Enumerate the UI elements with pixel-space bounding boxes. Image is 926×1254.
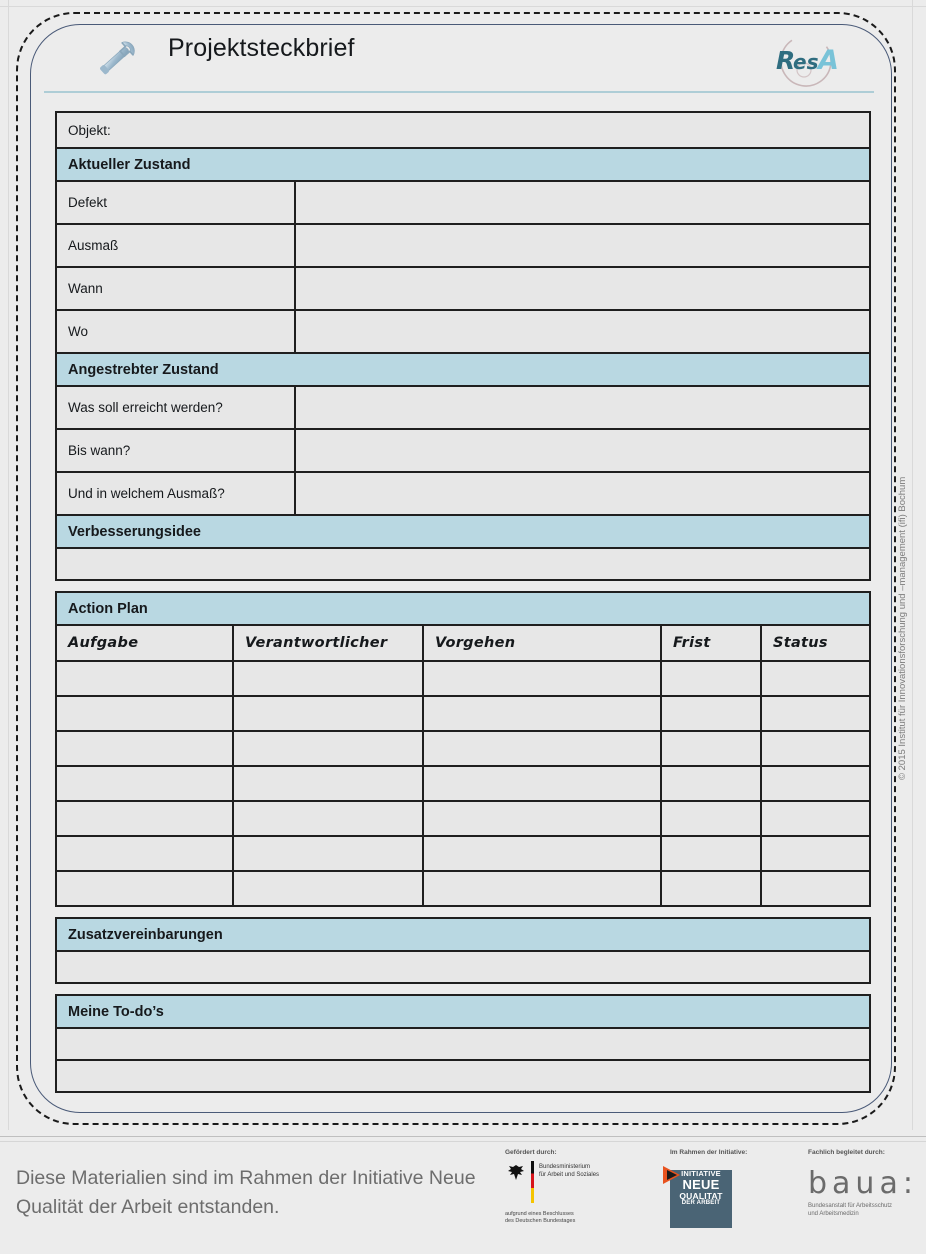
table-cell-vorgehen[interactable] xyxy=(424,732,662,765)
field-label: Und in welchem Ausmaß? xyxy=(57,473,296,514)
section-gap xyxy=(55,581,871,591)
project-profile-form xyxy=(55,111,871,1093)
field-input-bis-wann[interactable] xyxy=(296,430,869,471)
inqa-logo xyxy=(670,1170,732,1228)
field-input-todo-1[interactable] xyxy=(57,1029,869,1059)
table-cell-aufgabe[interactable] xyxy=(57,662,234,695)
document-header xyxy=(60,30,860,96)
row-was-soll-erreicht-werden xyxy=(55,385,871,428)
field-input-wann[interactable] xyxy=(296,268,869,309)
baua-wordmark: baua: xyxy=(808,1166,918,1201)
table-cell-status[interactable] xyxy=(762,732,869,765)
baua-sub-line2: und Arbeitsmedizin xyxy=(808,1211,859,1217)
table-cell-status[interactable] xyxy=(762,872,869,905)
section-heading-label: Verbesserungsidee xyxy=(57,516,869,547)
row-ausmass xyxy=(55,223,871,266)
section-heading-label: Aktueller Zustand xyxy=(57,149,869,180)
svg-text:es: es xyxy=(793,50,819,74)
footer-note: Diese Materialien sind im Rahmen der Initiative Neue Qualität der Arbeit entstanden. xyxy=(16,1167,476,1218)
field-input-zusatzvereinbarungen[interactable] xyxy=(57,952,869,982)
field-label: Bis wann? xyxy=(57,430,296,471)
section-heading-label: Angestrebter Zustand xyxy=(57,354,869,385)
objekt-label: Objekt: xyxy=(57,113,869,147)
table-cell-vorgehen[interactable] xyxy=(424,767,662,800)
table-cell-aufgabe[interactable] xyxy=(57,872,234,905)
row-todo-1 xyxy=(55,1027,871,1059)
section-heading-verbesserungsidee xyxy=(55,514,871,547)
table-cell-vorgehen[interactable] xyxy=(424,837,662,870)
bmas-label: Gefördert durch: xyxy=(505,1149,557,1156)
table-cell-vorgehen[interactable] xyxy=(424,872,662,905)
column-header-verantwortlicher xyxy=(234,626,424,660)
table-cell-status[interactable] xyxy=(762,837,869,870)
column-header-label: Vorgehen xyxy=(435,635,516,651)
table-cell-aufgabe[interactable] xyxy=(57,837,234,870)
field-label: Wo xyxy=(57,311,296,352)
table-cell-verantwortlicher[interactable] xyxy=(234,802,424,835)
section-heading-label: Action Plan xyxy=(57,593,869,624)
table-cell-frist[interactable] xyxy=(662,837,762,870)
baua-label: Fachlich begleitet durch: xyxy=(808,1149,885,1156)
field-input-wo[interactable] xyxy=(296,311,869,352)
table-cell-aufgabe[interactable] xyxy=(57,802,234,835)
resa-logo xyxy=(760,30,860,90)
table-cell-verantwortlicher[interactable] xyxy=(234,732,424,765)
footer-divider-top xyxy=(0,1136,926,1137)
table-cell-verantwortlicher[interactable] xyxy=(234,872,424,905)
vertical-copyright xyxy=(897,20,908,780)
vertical-copyright-label: © 2015 Institut für Innovationsforschung und –management (ifi) Bochum xyxy=(897,476,908,780)
page-edge-left xyxy=(8,0,9,1130)
federal-eagle-icon xyxy=(505,1163,527,1183)
table-row xyxy=(55,730,871,765)
table-cell-status[interactable] xyxy=(762,662,869,695)
table-cell-verantwortlicher[interactable] xyxy=(234,767,424,800)
footer-column-bmas xyxy=(505,1149,617,1225)
page-title: Projektsteckbrief xyxy=(168,34,355,62)
action-plan-body xyxy=(55,660,871,907)
table-cell-verantwortlicher[interactable] xyxy=(234,837,424,870)
column-header-frist xyxy=(662,626,762,660)
table-cell-vorgehen[interactable] xyxy=(424,802,662,835)
row-objekt xyxy=(55,111,871,147)
field-label: Wann xyxy=(57,268,296,309)
table-row xyxy=(55,835,871,870)
action-plan-header-row xyxy=(55,624,871,660)
table-cell-frist[interactable] xyxy=(662,662,762,695)
bmas-sub-line2: des Deutschen Bundestages xyxy=(505,1218,576,1224)
bmas-logo xyxy=(505,1161,617,1203)
wrench-icon xyxy=(88,34,144,86)
table-cell-vorgehen[interactable] xyxy=(424,662,662,695)
column-header-label: Status xyxy=(773,635,828,651)
section-heading-action-plan xyxy=(55,591,871,624)
section-heading-aktueller-zustand xyxy=(55,147,871,180)
field-input-und-in-welchem-ausmass[interactable] xyxy=(296,473,869,514)
table-cell-frist[interactable] xyxy=(662,872,762,905)
column-header-label: Aufgabe xyxy=(68,635,139,651)
field-input-was-soll-erreicht-werden[interactable] xyxy=(296,387,869,428)
row-zusatzvereinbarungen-input xyxy=(55,950,871,984)
page-footer xyxy=(0,1142,926,1254)
section-heading-meine-todos xyxy=(55,994,871,1027)
table-cell-frist[interactable] xyxy=(662,802,762,835)
page-edge-right xyxy=(912,0,913,1130)
section-gap xyxy=(55,907,871,917)
inqa-line-1: INITIATIVE xyxy=(681,1169,721,1178)
table-cell-vorgehen[interactable] xyxy=(424,697,662,730)
inqa-line-2: NEUE xyxy=(682,1176,720,1192)
column-header-vorgehen xyxy=(424,626,662,660)
row-todo-2 xyxy=(55,1059,871,1093)
table-row xyxy=(55,800,871,835)
table-cell-verantwortlicher[interactable] xyxy=(234,662,424,695)
table-cell-frist[interactable] xyxy=(662,697,762,730)
row-defekt xyxy=(55,180,871,223)
field-input-defekt[interactable] xyxy=(296,182,869,223)
bmas-subtext xyxy=(505,1211,617,1225)
bmas-sub-line1: aufgrund eines Beschlusses xyxy=(505,1211,574,1217)
table-cell-verantwortlicher[interactable] xyxy=(234,697,424,730)
german-flag-bar xyxy=(531,1161,534,1203)
footer-column-inqa xyxy=(670,1149,747,1228)
section-gap xyxy=(55,984,871,994)
table-row xyxy=(55,870,871,907)
svg-text:R: R xyxy=(776,46,796,75)
table-cell-aufgabe[interactable] xyxy=(57,767,234,800)
row-verbesserungsidee-input xyxy=(55,547,871,581)
page-edge-top xyxy=(0,6,926,7)
table-cell-frist[interactable] xyxy=(662,767,762,800)
column-header-label: Frist xyxy=(673,635,711,651)
table-cell-aufgabe[interactable] xyxy=(57,697,234,730)
field-label: Was soll erreicht werden? xyxy=(57,387,296,428)
table-row xyxy=(55,695,871,730)
table-cell-frist[interactable] xyxy=(662,732,762,765)
inqa-line-3: QUALITAT xyxy=(679,1190,723,1201)
bmas-name-line2: für Arbeit und Soziales xyxy=(539,1172,600,1178)
column-header-label: Verantwortlicher xyxy=(245,635,388,651)
baua-subtext xyxy=(808,1202,918,1218)
footer-column-baua xyxy=(808,1149,918,1218)
row-und-in-welchem-ausmass xyxy=(55,471,871,514)
table-row xyxy=(55,660,871,695)
column-header-status xyxy=(762,626,869,660)
row-wo xyxy=(55,309,871,352)
row-wann xyxy=(55,266,871,309)
field-label: Defekt xyxy=(57,182,296,223)
section-heading-angestrebter-zustand xyxy=(55,352,871,385)
table-cell-aufgabe[interactable] xyxy=(57,732,234,765)
inqa-arrow-inner-icon xyxy=(667,1170,677,1180)
table-cell-status[interactable] xyxy=(762,697,869,730)
table-cell-status[interactable] xyxy=(762,802,869,835)
bmas-name xyxy=(539,1163,599,1179)
bmas-name-line1: Bundesministerium xyxy=(539,1164,591,1170)
table-row xyxy=(55,765,871,800)
field-input-verbesserungsidee[interactable] xyxy=(57,549,869,579)
inqa-line-4: DER ARBEIT xyxy=(681,1200,721,1207)
field-label: Ausmaß xyxy=(57,225,296,266)
table-cell-status[interactable] xyxy=(762,767,869,800)
section-heading-label: Zusatzvereinbarungen xyxy=(57,919,869,950)
inqa-label: Im Rahmen der Initiative: xyxy=(670,1149,748,1156)
svg-text:A: A xyxy=(818,45,839,76)
column-header-aufgabe xyxy=(57,626,234,660)
field-input-ausmass[interactable] xyxy=(296,225,869,266)
section-heading-zusatzvereinbarungen xyxy=(55,917,871,950)
row-bis-wann xyxy=(55,428,871,471)
header-divider xyxy=(44,91,874,93)
baua-sub-line1: Bundesanstalt für Arbeitsschutz xyxy=(808,1203,893,1209)
field-input-todo-2[interactable] xyxy=(57,1061,869,1091)
section-heading-label: Meine To-do’s xyxy=(57,996,869,1027)
